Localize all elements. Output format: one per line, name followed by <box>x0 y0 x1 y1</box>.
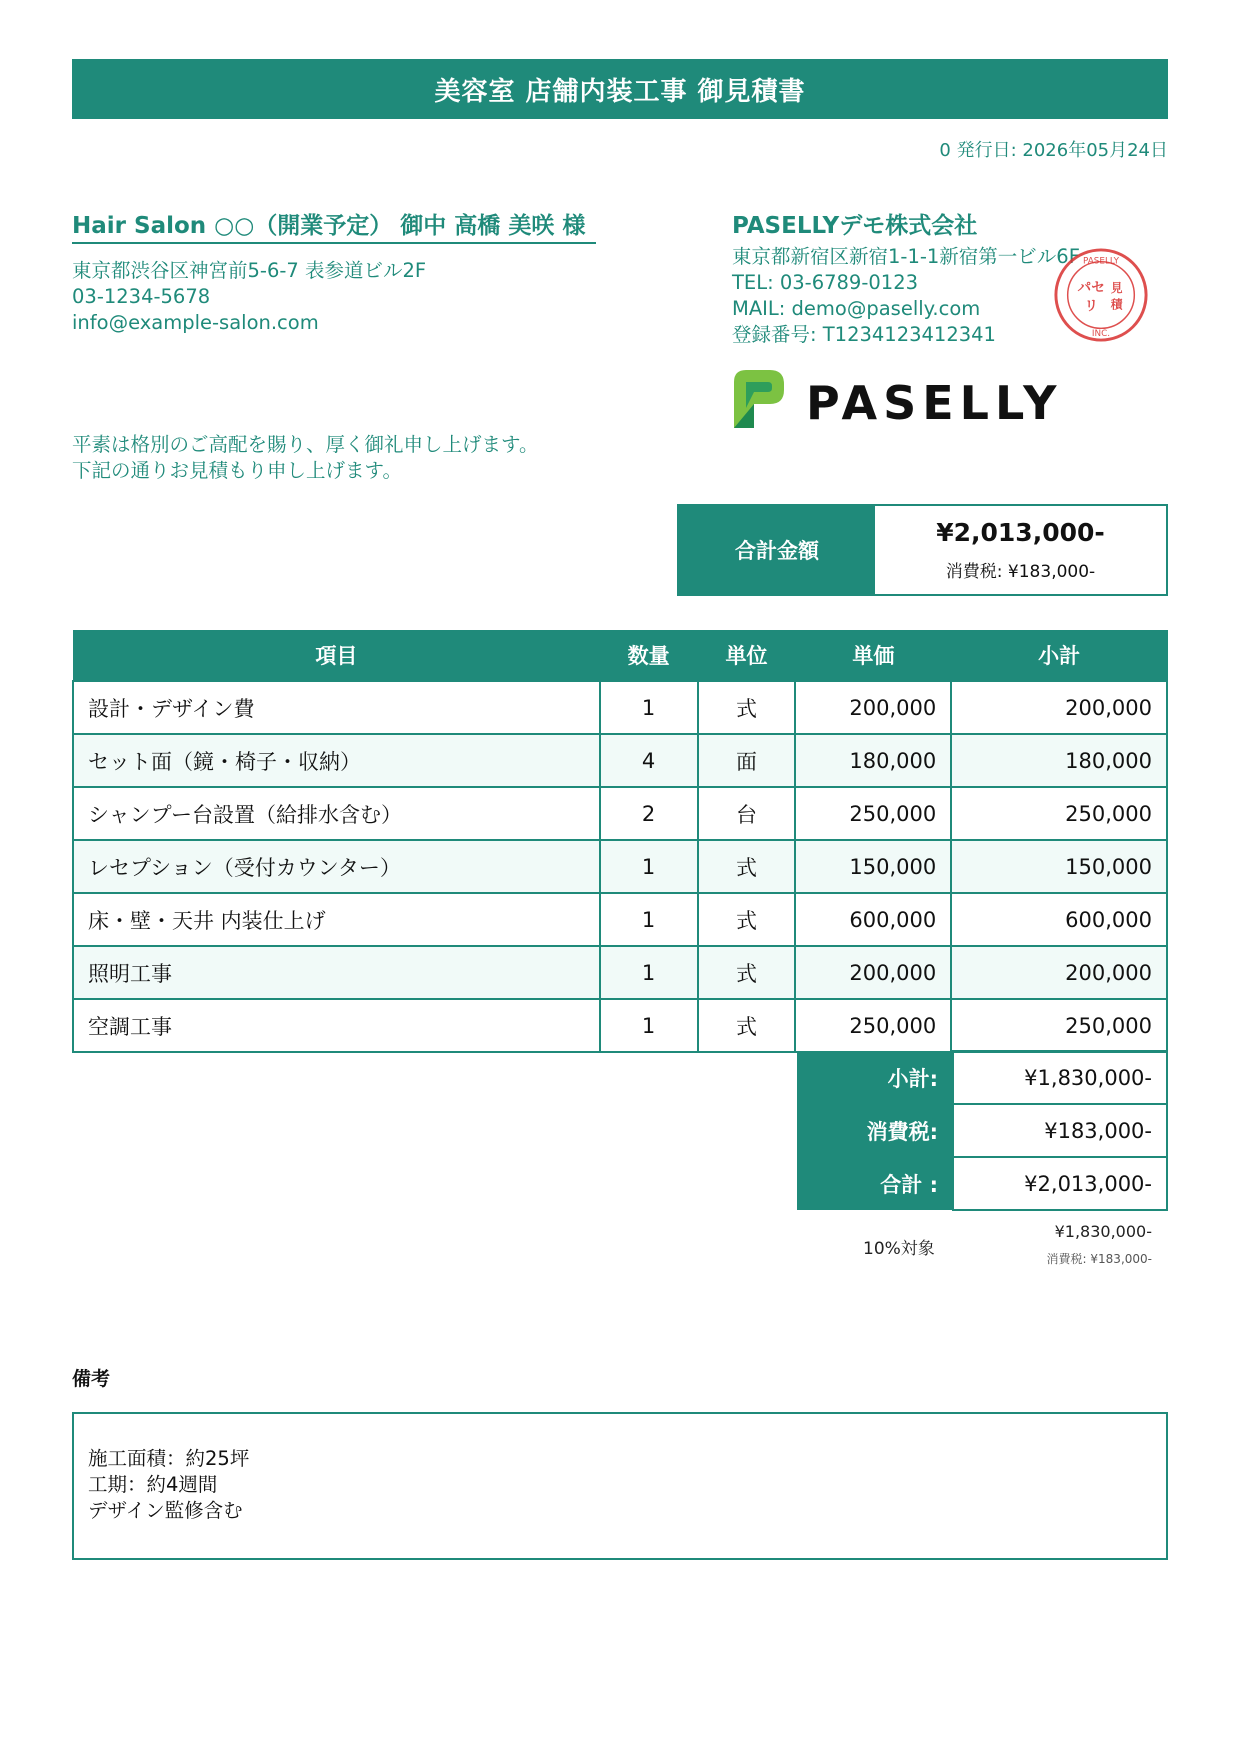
header-item: 項目 <box>73 630 600 681</box>
tax-rate-tax: 消費税: ¥183,000- <box>1046 1252 1152 1266</box>
summary-row <box>797 1157 1167 1210</box>
table-row <box>73 787 1167 840</box>
tax-rate-amount: ¥1,830,000- <box>1054 1222 1152 1241</box>
cell-qty: 1 <box>600 681 698 734</box>
grand-total-label: 合計金額 <box>679 506 875 594</box>
header-unit: 単位 <box>698 630 796 681</box>
greeting <box>72 432 538 484</box>
issue-date: 0 発行日: 2026年05月24日 <box>939 140 1168 161</box>
company-mail: MAIL: demo@paselly.com <box>732 297 981 320</box>
company-address: 東京都新宿区新宿1-1-1新宿第一ビル6F <box>732 245 1080 268</box>
table-row <box>73 681 1167 734</box>
client-info <box>72 258 596 336</box>
summary-tax-value: ¥183,000- <box>953 1104 1167 1157</box>
greeting-line: 平素は格別のご高配を賜り、厚く御礼申し上げます。 <box>72 433 539 456</box>
cell-price: 150,000 <box>795 840 951 893</box>
cell-price: 250,000 <box>795 787 951 840</box>
grand-total-amount: ¥2,013,000- <box>936 518 1105 547</box>
cell-item: セット面（鏡・椅子・収納） <box>73 734 600 787</box>
cell-unit: 式 <box>698 893 796 946</box>
cell-qty: 1 <box>600 999 698 1052</box>
remarks-box <box>72 1412 1168 1560</box>
client-tel: 03-1234-5678 <box>72 285 211 308</box>
greeting-line: 下記の通りお見積もり申し上げます。 <box>72 459 402 482</box>
summary-total-label: 合計 : <box>797 1157 953 1210</box>
cell-qty: 1 <box>600 893 698 946</box>
table-header-row <box>73 630 1167 681</box>
summary-total-value: ¥2,013,000- <box>953 1157 1167 1210</box>
svg-text:パセ: パセ <box>1077 280 1105 297</box>
header-price: 単価 <box>795 630 951 681</box>
cell-unit: 式 <box>698 946 796 999</box>
cell-qty: 4 <box>600 734 698 787</box>
summary-row <box>797 1051 1167 1104</box>
client-name: Hair Salon ○○（開業予定） 御中 高橋 美咲 様 <box>72 212 596 244</box>
cell-subtotal: 250,000 <box>951 999 1167 1052</box>
cell-item: レセプション（受付カウンター） <box>73 840 600 893</box>
cell-price: 250,000 <box>795 999 951 1052</box>
logo-text: PASELLY <box>806 376 1062 430</box>
table-row <box>73 734 1167 787</box>
company-tel: TEL: 03-6789-0123 <box>732 271 919 294</box>
cell-qty: 1 <box>600 840 698 893</box>
cell-item: シャンプー台設置（給排水含む） <box>73 787 600 840</box>
cell-unit: 式 <box>698 681 796 734</box>
tax-rate-label: 10%対象 <box>863 1239 935 1259</box>
cell-item: 照明工事 <box>73 946 600 999</box>
svg-text:見: 見 <box>1110 281 1123 296</box>
cell-price: 180,000 <box>795 734 951 787</box>
cell-unit: 面 <box>698 734 796 787</box>
cell-subtotal: 150,000 <box>951 840 1167 893</box>
cell-item: 床・壁・天井 内装仕上げ <box>73 893 600 946</box>
cell-unit: 台 <box>698 787 796 840</box>
svg-text:INC.: INC. <box>1091 329 1111 340</box>
cell-subtotal: 250,000 <box>951 787 1167 840</box>
line-items-table <box>72 630 1168 1053</box>
cell-subtotal: 600,000 <box>951 893 1167 946</box>
table-row <box>73 840 1167 893</box>
cell-item: 空調工事 <box>73 999 600 1052</box>
table-row <box>73 893 1167 946</box>
cell-price: 600,000 <box>795 893 951 946</box>
cell-subtotal: 200,000 <box>951 946 1167 999</box>
cell-subtotal: 200,000 <box>951 681 1167 734</box>
table-row <box>73 999 1167 1052</box>
company-logo <box>732 368 1062 430</box>
header-subtotal: 小計 <box>951 630 1167 681</box>
summary-subtotal-value: ¥1,830,000- <box>953 1051 1167 1104</box>
client-block <box>72 212 596 336</box>
svg-text:積: 積 <box>1110 297 1123 312</box>
remarks-line: 工期：約4週間 <box>88 1473 218 1496</box>
cell-qty: 1 <box>600 946 698 999</box>
company-name: PASELLYデモ株式会社 <box>732 213 978 239</box>
svg-text:リ: リ <box>1084 298 1099 315</box>
cell-qty: 2 <box>600 787 698 840</box>
summary-row <box>797 1104 1167 1157</box>
client-email: info@example-salon.com <box>72 311 319 334</box>
svg-text:PASELLY: PASELLY <box>1083 256 1119 267</box>
summary-table <box>797 1050 1168 1211</box>
cell-price: 200,000 <box>795 681 951 734</box>
header-qty: 数量 <box>600 630 698 681</box>
remarks-title: 備考 <box>72 1368 111 1390</box>
remarks-line: デザイン監修含む <box>88 1499 243 1522</box>
remarks-line: 施工面積：約25坪 <box>88 1447 250 1470</box>
cell-subtotal: 180,000 <box>951 734 1167 787</box>
summary-tax-label: 消費税: <box>797 1104 953 1157</box>
cell-price: 200,000 <box>795 946 951 999</box>
summary-subtotal-label: 小計: <box>797 1051 953 1104</box>
cell-unit: 式 <box>698 999 796 1052</box>
document-title: 美容室 店舗内装工事 御見積書 <box>72 59 1168 119</box>
company-registration: 登録番号: T1234123412341 <box>732 323 996 346</box>
cell-item: 設計・デザイン費 <box>73 681 600 734</box>
grand-total-box <box>677 504 1168 596</box>
company-seal-icon <box>1052 246 1150 344</box>
cell-unit: 式 <box>698 840 796 893</box>
client-address: 東京都渋谷区神宮前5-6-7 表参道ビル2F <box>72 259 427 282</box>
table-row <box>73 946 1167 999</box>
grand-total-tax: 消費税: ¥183,000- <box>945 562 1096 582</box>
